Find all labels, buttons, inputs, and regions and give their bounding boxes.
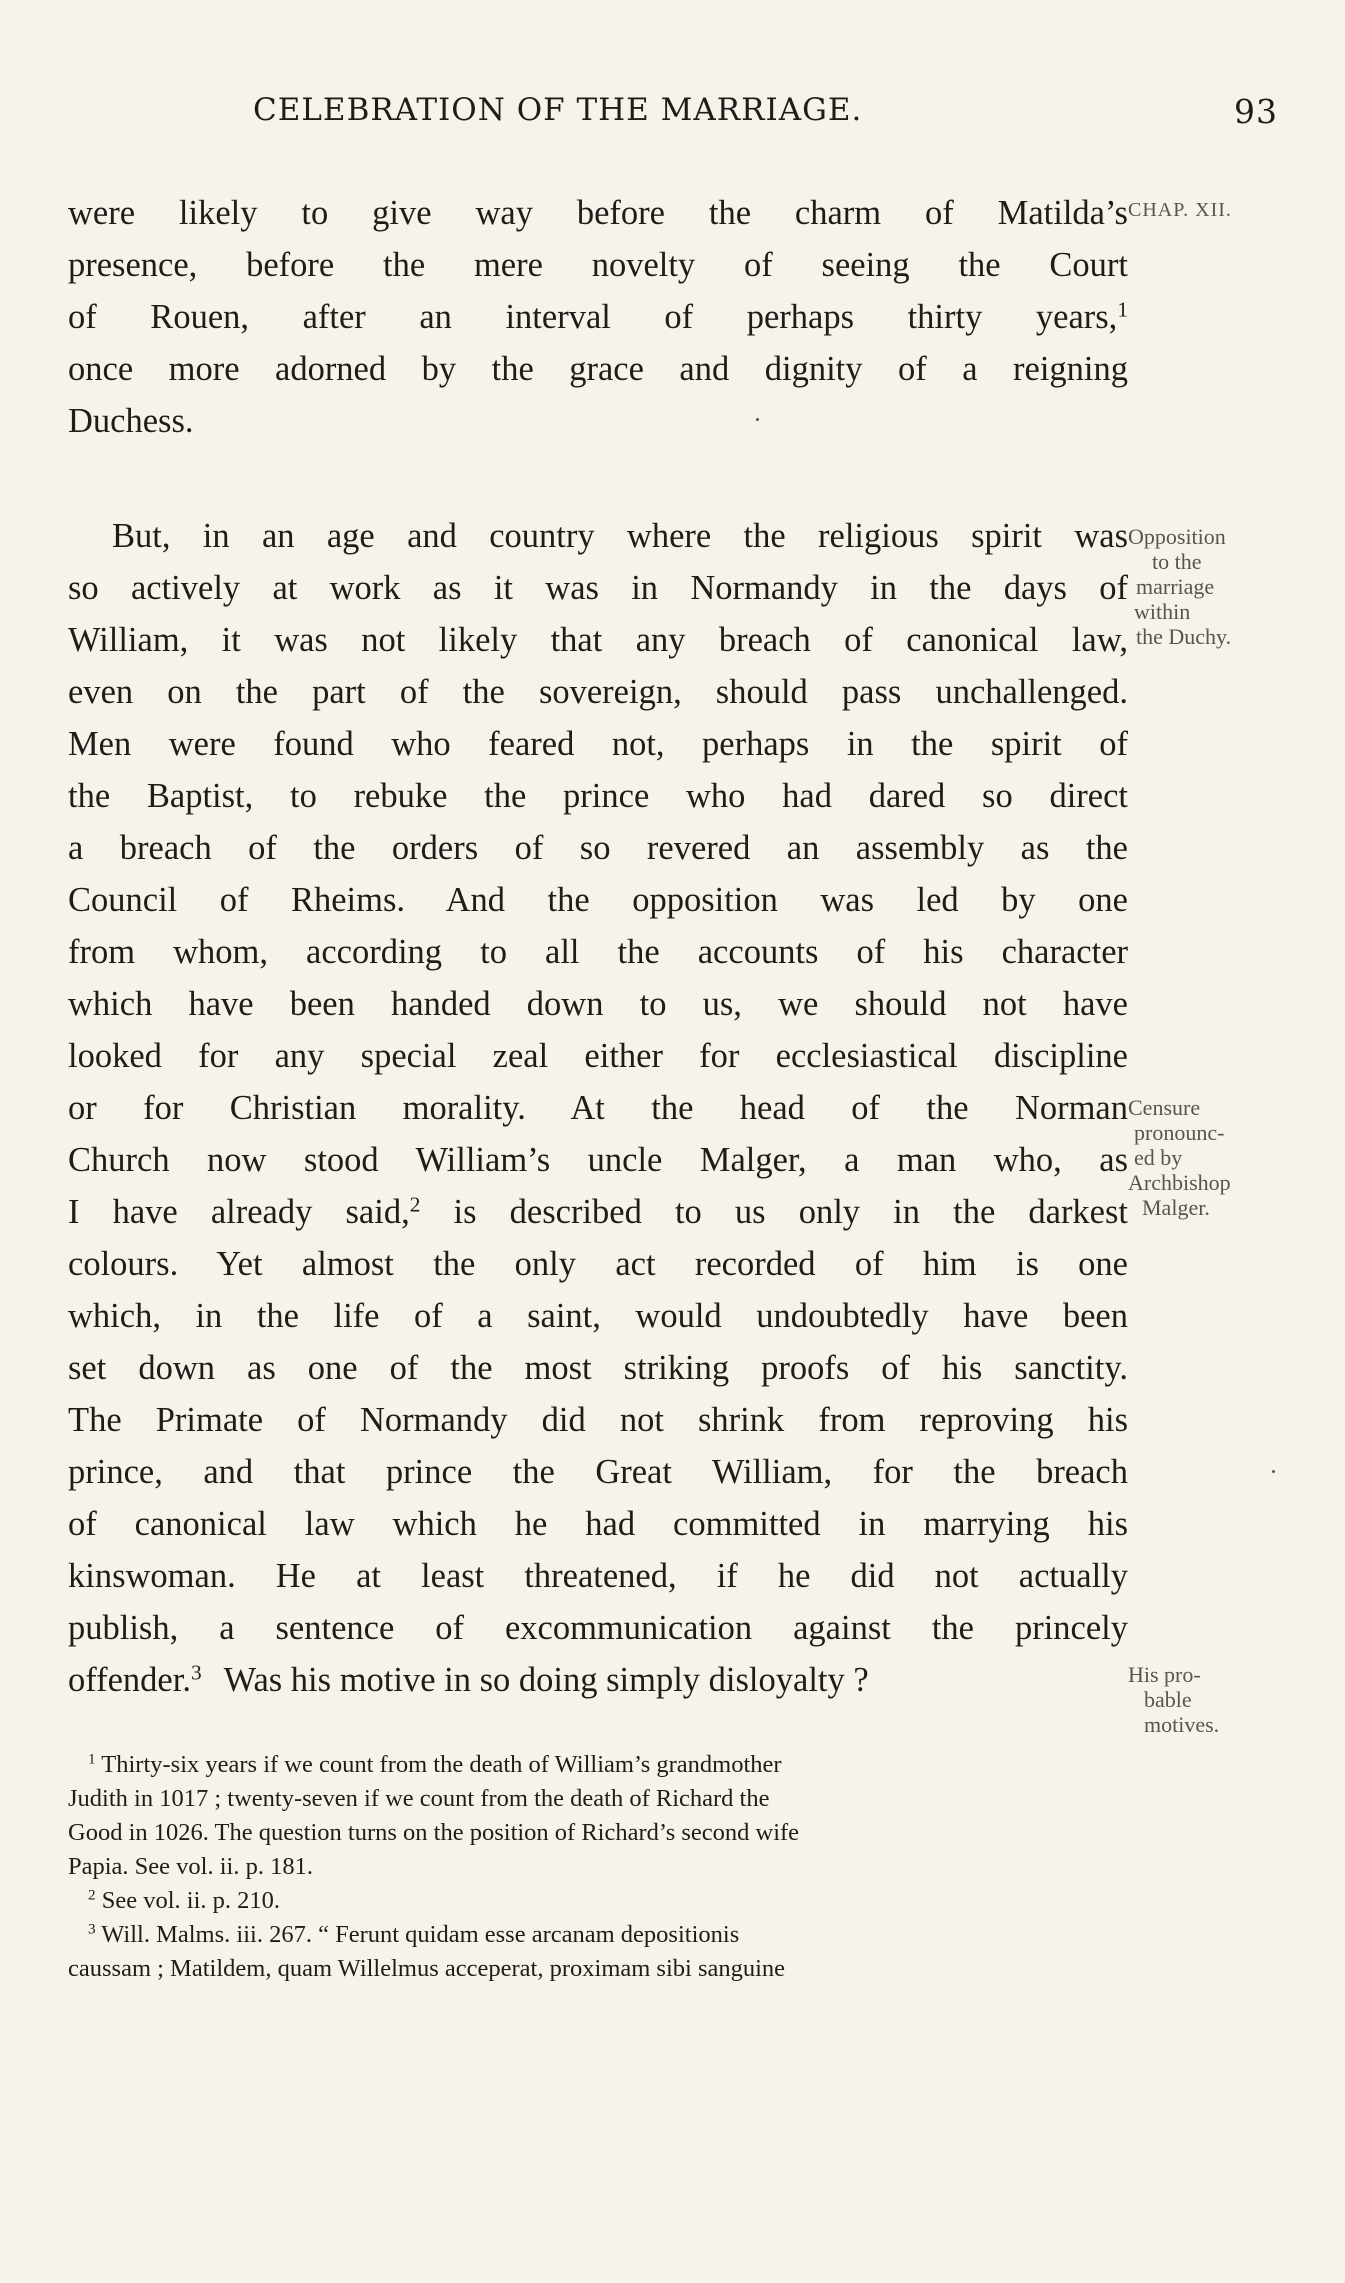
body-line: were likely to give way before the charm of Matilda’s — [68, 194, 1128, 232]
body-line-text: of Rouen, after an interval of perhaps thirty years, — [68, 298, 1118, 336]
footnote-ref: 3 — [190, 1660, 202, 1685]
footnote-ref: 2 — [409, 1192, 421, 1217]
body-line: The Primate of Normandy did not shrink from reproving his — [68, 1401, 1128, 1439]
margin-note-line: motives. — [1144, 1712, 1220, 1737]
margin-note-opposition — [1128, 524, 1278, 649]
body-line: set down as one of the most striking proofs of his sanctity. — [68, 1349, 1128, 1387]
body-line: presence, before the mere novelty of seeing the Court — [68, 246, 1128, 284]
body-line: once more adorned by the grace and dignity of a reigning — [68, 350, 1128, 388]
margin-note-line: Opposition — [1128, 524, 1226, 549]
body-line: Duchess. — [68, 402, 194, 440]
margin-note-motives — [1128, 1662, 1278, 1737]
body-line: publish, a sentence of excommunication against the princely — [68, 1609, 1128, 1647]
page-number: 93 — [1234, 92, 1278, 131]
margin-note-line: the Duchy. — [1136, 624, 1232, 649]
footnote-mark: 2 — [88, 1886, 96, 1904]
running-title: CELEBRATION OF THE MARRIAGE. — [253, 92, 863, 128]
print-speck — [1272, 1470, 1275, 1473]
footnote-text: See vol. ii. p. 210. — [101, 1887, 281, 1914]
footnote-mark: 3 — [88, 1920, 96, 1938]
body-line: prince, and that prince the Great William, for the breach — [68, 1453, 1128, 1491]
body-line: so actively at work as it was in Normandy in the days of — [68, 569, 1128, 607]
body-line: looked for any special zeal either for ecclesiastical discipline — [68, 1037, 1128, 1075]
footnote-text: Thirty-six years if we count from the death of William’s grandmother — [101, 1751, 782, 1778]
body-line — [68, 1186, 1128, 1238]
margin-note-censure — [1128, 1095, 1278, 1220]
body-line: kinswoman. He at least threatened, if he did not actually — [68, 1557, 1128, 1595]
body-line: from whom, according to all the accounts of his character — [68, 933, 1128, 971]
body-line: a breach of the orders of so revered an assembly as the — [68, 829, 1128, 867]
margin-note-line: Malger. — [1142, 1195, 1210, 1220]
margin-note-line: Censure — [1128, 1095, 1201, 1120]
body-line: Men were found who feared not, perhaps in the spirit of — [68, 725, 1128, 763]
margin-note-line: to the — [1152, 549, 1202, 574]
footnote-ref: 1 — [1117, 297, 1128, 322]
body-line: the Baptist, to rebuke the prince who had dared so direct — [68, 777, 1128, 815]
footnote-line: Judith in 1017 ; twenty-seven if we count from the death of Richard the — [68, 1785, 770, 1812]
body-line: which have been handed down to us, we should not have — [68, 985, 1128, 1023]
body-line-text: offender. — [68, 1661, 191, 1699]
margin-note-chapter — [1128, 198, 1278, 223]
body-line: which, in the life of a saint, would undoubtedly have been — [68, 1297, 1128, 1335]
body-line-text: Was his motive in so doing simply disloyalty ? — [223, 1661, 869, 1699]
body-line: Council of Rheims. And the opposition was led by one — [68, 881, 1128, 919]
footnote-2 — [88, 1884, 1148, 1917]
footnote-1 — [88, 1748, 1148, 1781]
footnote-line: caussam ; Matildem, quam Willelmus acceperat, proximam sibi sanguine — [68, 1955, 786, 1982]
body-line: William, it was not likely that any breach of canonical law, — [68, 621, 1128, 659]
print-speck — [756, 418, 759, 421]
footnote-mark: 1 — [88, 1750, 96, 1768]
footnote-3 — [88, 1918, 1148, 1951]
footnote-line: Good in 1026. The question turns on the position of Richard’s second wife — [68, 1819, 800, 1846]
margin-note-line: Archbishop — [1128, 1170, 1231, 1195]
body-line — [68, 291, 1128, 343]
body-line: even on the part of the sovereign, should pass unchallenged. — [68, 673, 1128, 711]
body-line-text: I have already said, — [68, 1193, 410, 1231]
margin-note-line: ed by — [1134, 1145, 1183, 1170]
running-head — [68, 92, 1278, 132]
margin-note-line: within — [1134, 599, 1191, 624]
footnote-line: Papia. See vol. ii. p. 181. — [68, 1853, 313, 1880]
margin-note-line: CHAP. XII. — [1128, 199, 1232, 221]
margin-note-line: pronounc- — [1134, 1120, 1225, 1145]
margin-note-line: marriage — [1136, 574, 1215, 599]
body-line: or for Christian morality. At the head of the Norman — [68, 1089, 1128, 1127]
margin-note-line: His pro- — [1128, 1662, 1201, 1687]
footnote-text: Will. Malms. iii. 267. “ Ferunt quidam esse arcanam depositionis — [101, 1921, 740, 1948]
margin-note-line: bable — [1144, 1687, 1192, 1712]
body-line — [68, 1654, 1128, 1706]
body-line: of canonical law which he had committed in marrying his — [68, 1505, 1128, 1543]
body-line: Church now stood William’s uncle Malger, a man who, as — [68, 1141, 1128, 1179]
body-line: colours. Yet almost the only act recorded of him is one — [68, 1245, 1128, 1283]
body-line-text: is described to us only in the darkest — [420, 1193, 1129, 1231]
body-line: But, in an age and country where the religious spirit was — [112, 517, 1128, 555]
